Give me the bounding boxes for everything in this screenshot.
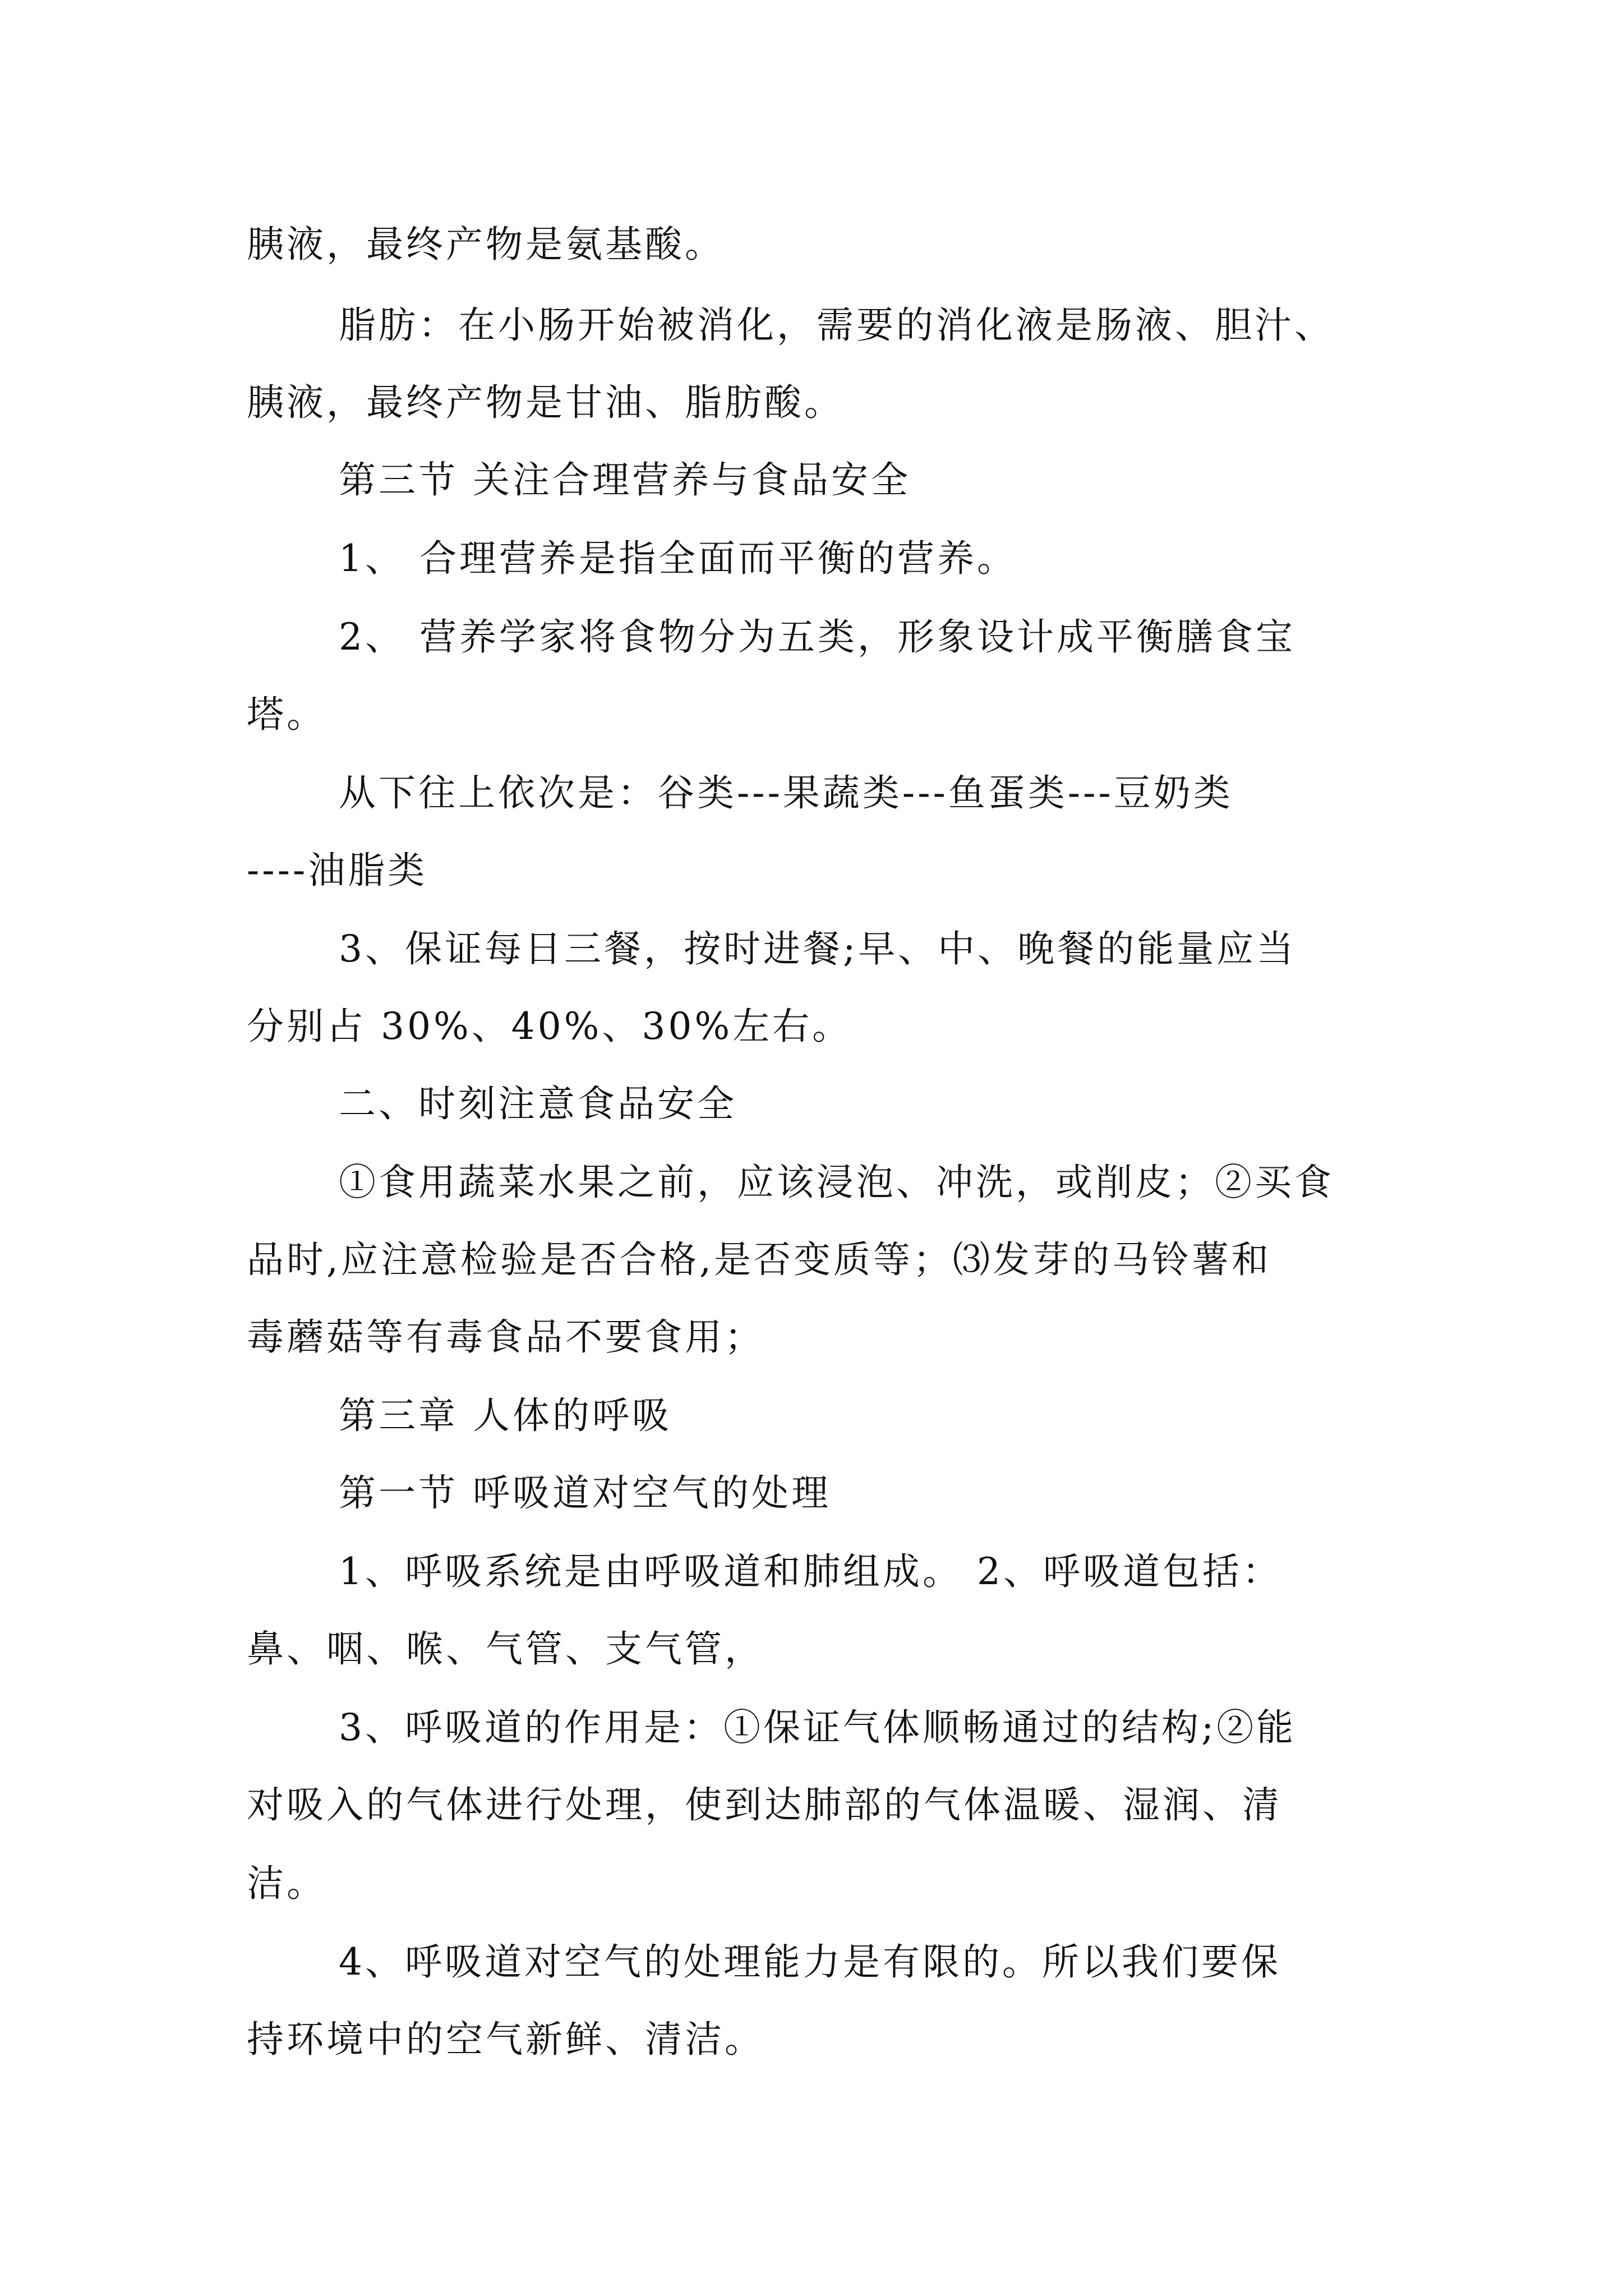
text-line: 品时,应注意检验是否合格,是否变质等；⑶发芽的马铃薯和 xyxy=(247,1238,1271,1281)
text-line: 毒蘑菇等有毒食品不要食用； xyxy=(247,1315,764,1359)
text-line: 2、 营养学家将食物分为五类，形象设计成平衡膳食宝 xyxy=(339,615,1295,659)
text-line: ①食用蔬菜水果之前，应该浸泡、冲洗，或削皮；②买食 xyxy=(339,1161,1334,1204)
text-line: 1、 合理营养是指全面而平衡的营养。 xyxy=(339,537,1017,580)
text-line: 鼻、咽、喉、气管、支气管， xyxy=(247,1627,764,1671)
text-line: 洁。 xyxy=(247,1862,326,1905)
text-line: 胰液，最终产物是氨基酸。 xyxy=(247,223,725,266)
text-line: 分别占 30%、40%、30%左右。 xyxy=(247,1005,852,1048)
text-line: 3、保证每日三餐，按时进餐;早、中、晚餐的能量应当 xyxy=(339,927,1297,970)
text-line: 塔。 xyxy=(247,693,326,736)
text-line: 胰液，最终产物是甘油、脂肪酸。 xyxy=(247,381,844,424)
text-line: 脂肪：在小肠开始被消化，需要的消化液是肠液、胆汁、 xyxy=(339,303,1334,347)
section-heading: 第一节 呼吸道对空气的处理 xyxy=(339,1471,831,1515)
text-line: 从下往上依次是：谷类---果蔬类---鱼蛋类---豆奶类 xyxy=(339,771,1233,815)
section-heading: 第三节 关注合理营养与食品安全 xyxy=(339,458,911,501)
text-line: ----油脂类 xyxy=(247,849,428,892)
chapter-heading: 第三章 人体的呼吸 xyxy=(339,1394,672,1437)
text-line: 3、呼吸道的作用是：①保证气体顺畅通过的结构;②能 xyxy=(339,1706,1297,1749)
text-line: 4、呼吸道对空气的处理能力是有限的。所以我们要保 xyxy=(339,1940,1281,1984)
text-line: 持环境中的空气新鲜、清洁。 xyxy=(247,2018,764,2061)
text-line: 1、呼吸系统是由呼吸道和肺组成。 2、呼吸道包括： xyxy=(339,1550,1282,1593)
text-line: 对吸入的气体进行处理，使到达肺部的气体温暖、湿润、清 xyxy=(247,1783,1282,1826)
section-heading: 二、时刻注意食品安全 xyxy=(339,1082,737,1125)
